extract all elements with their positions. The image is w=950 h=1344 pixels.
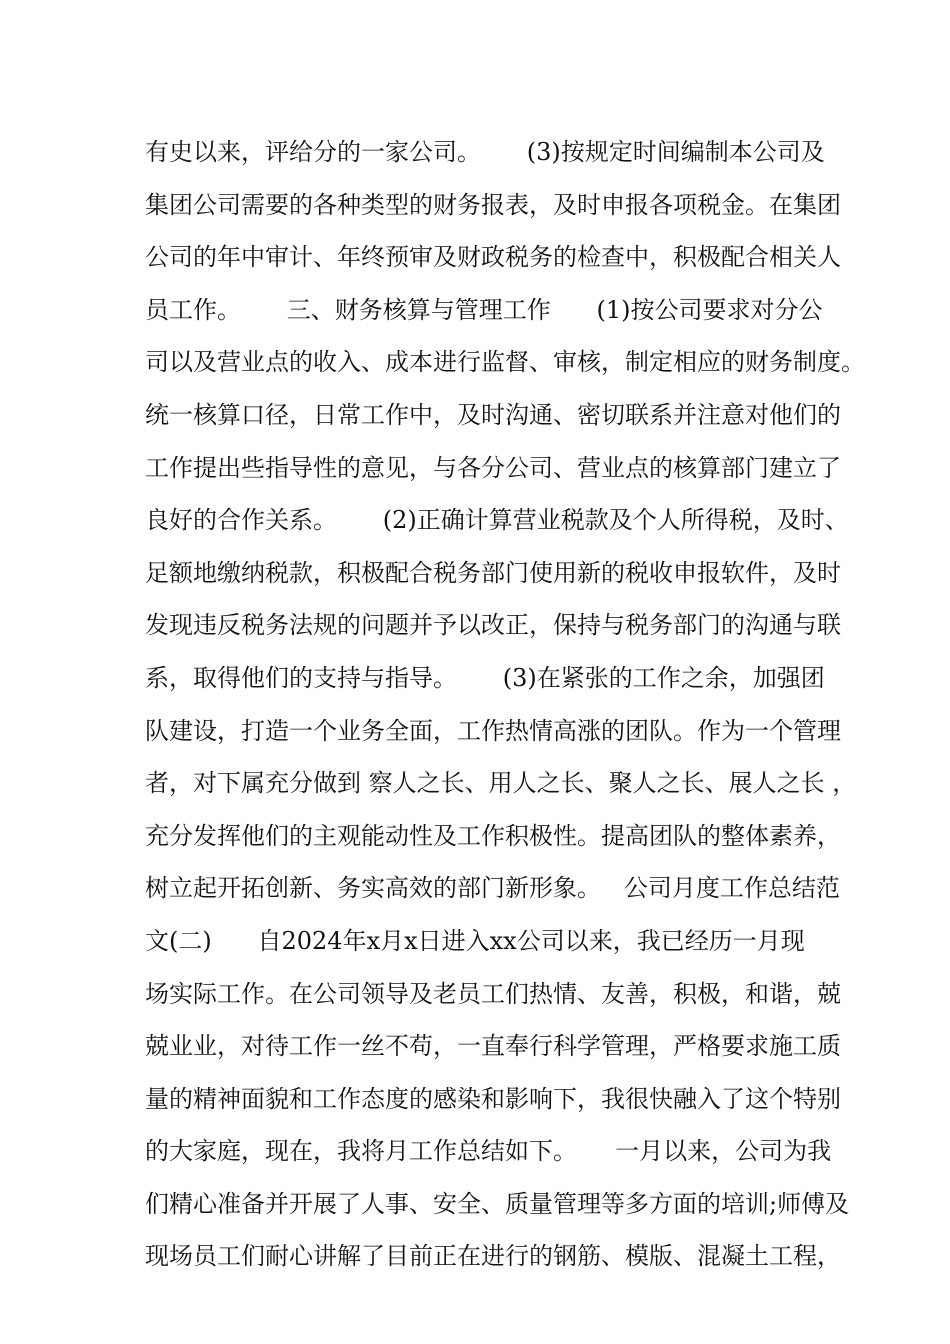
text-line: 现场员工们耐心讲解了目前正在进行的钢筋、模版、混凝土工程， bbox=[145, 1242, 841, 1271]
text-line: 员工作。 三、财务核算与管理工作 (1)按公司要求对分公 bbox=[145, 295, 823, 324]
text-line: 兢业业，对待工作一丝不苟，一直奉行科学管理，严格要求施工质 bbox=[145, 1032, 841, 1061]
text-line: 良好的合作关系。 (2)正确计算营业税款及个人所得税，及时、 bbox=[145, 506, 849, 535]
text-line: 的大家庭，现在，我将月工作总结如下。 一月以来，公司为我 bbox=[145, 1137, 832, 1166]
text-line: 队建设，打造一个业务全面，工作热情高涨的团队。作为一个管理 bbox=[145, 716, 841, 745]
body-text bbox=[145, 126, 865, 1283]
text-line: 统一核算口径，日常工作中，及时沟通、密切联系并注意对他们的 bbox=[145, 400, 841, 429]
text-line: 工作提出些指导性的意见，与各分公司、营业点的核算部门建立了 bbox=[145, 453, 841, 482]
text-line: 集团公司需要的各种类型的财务报表，及时申报各项税金。在集团 bbox=[145, 190, 841, 219]
text-line: 量的精神面貌和工作态度的感染和影响下，我很快融入了这个特别 bbox=[145, 1084, 841, 1113]
text-line: 足额地缴纳税款，积极配合税务部门使用新的税收申报软件，及时 bbox=[145, 558, 841, 587]
text-line: 发现违反税务法规的问题并予以改正，保持与税务部门的沟通与联 bbox=[145, 611, 841, 640]
text-line: 们精心准备并开展了人事、安全、质量管理等多方面的培训;师傅及 bbox=[145, 1189, 850, 1218]
text-line: 树立起开拓创新、务实高效的部门新形象。 公司月度工作总结范 bbox=[145, 874, 840, 903]
text-line: 司以及营业点的收入、成本进行监督、审核，制定相应的财务制度。 bbox=[145, 348, 865, 377]
text-line: 场实际工作。在公司领导及老员工们热情、友善，积极，和谐，兢 bbox=[145, 979, 841, 1008]
text-line: 文(二) 自2024年x月x日进入xx公司以来，我已经历一月现 bbox=[145, 926, 805, 955]
text-line: 有史以来，评给分的一家公司。 (3)按规定时间编制本公司及 bbox=[145, 138, 825, 166]
text-line: 公司的年中审计、年终预审及财政税务的检查中，积极配合相关人 bbox=[145, 243, 841, 272]
text-line: 系，取得他们的支持与指导。 (3)在紧张的工作之余，加强团 bbox=[145, 663, 825, 692]
text-line: 者，对下属充分做到 察人之长、用人之长、聚人之长、展人之长 ， bbox=[145, 769, 857, 798]
text-line: 充分发挥他们的主观能动性及工作积极性。提高团队的整体素养， bbox=[145, 821, 841, 850]
